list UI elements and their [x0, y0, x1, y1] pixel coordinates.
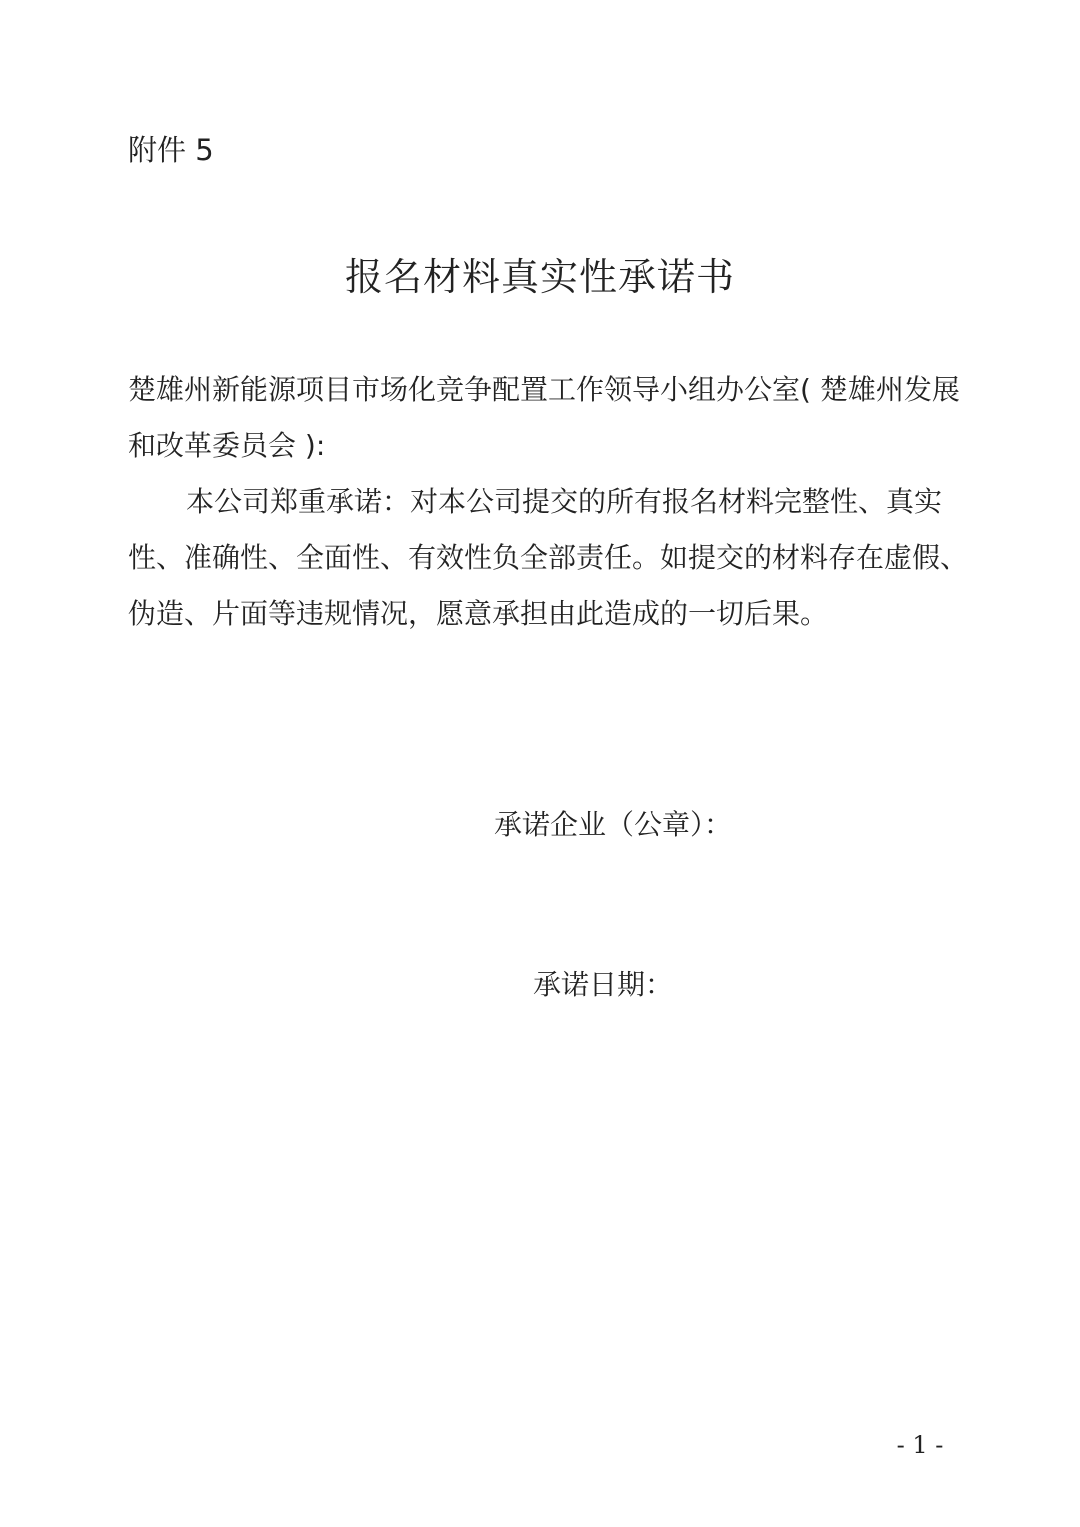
attachment-label: 附件 5: [128, 133, 214, 167]
addressee-paragraph: 楚雄州新能源项目市场化竞争配置工作领导小组办公室( 楚雄州发展和改革委员会 ):: [128, 373, 960, 462]
commitment-date-label: 承诺日期：: [533, 968, 674, 1001]
page-number: - 1 -: [896, 1431, 944, 1459]
document-title: 报名材料真实性承诺书: [344, 255, 735, 299]
company-seal-label: 承诺企业（公章）：: [494, 808, 733, 841]
commitment-paragraph: 本公司郑重承诺：对本公司提交的所有报名材料完整性、真实性、准确性、全面性、有效性负全部责任。如提交的材料存在虚假、伪造、片面等违规情况，愿意承担由此造成的一切后果。: [128, 485, 969, 630]
